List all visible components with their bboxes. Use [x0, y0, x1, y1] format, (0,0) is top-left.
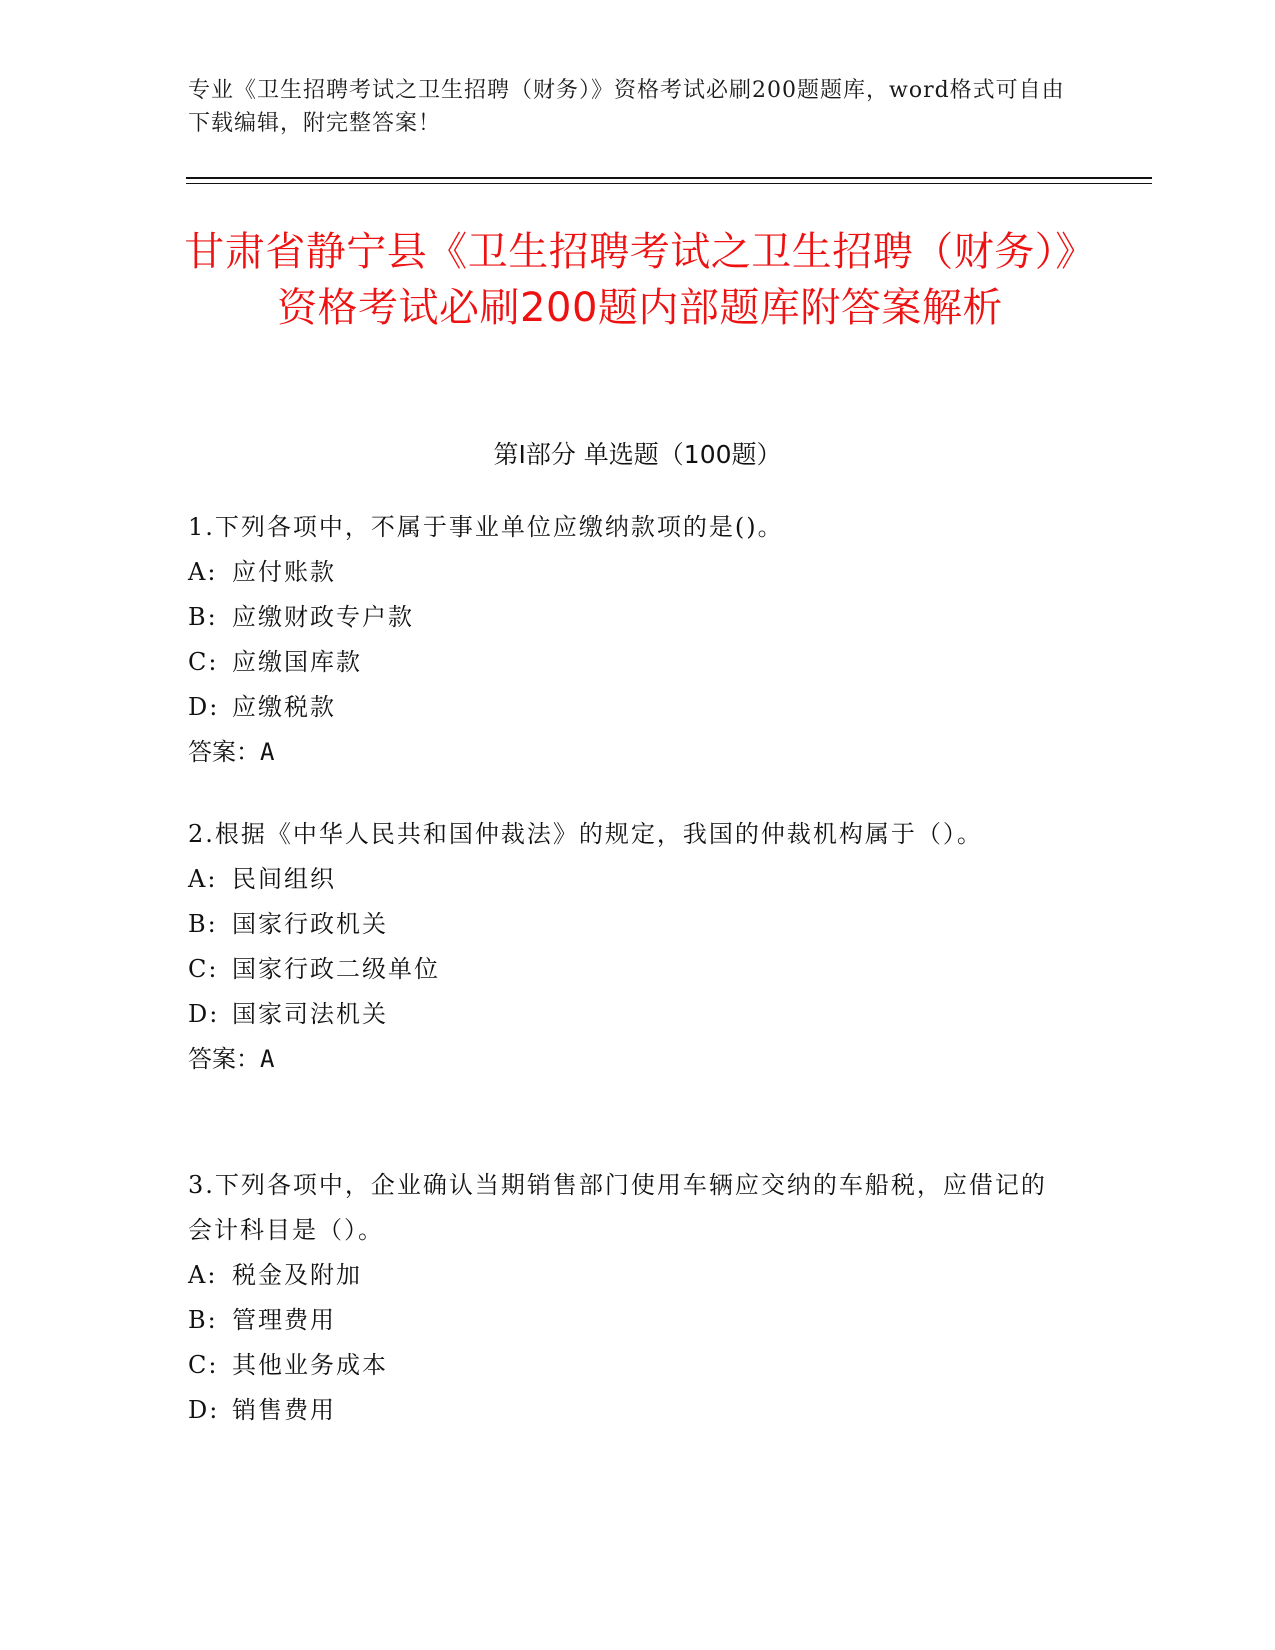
option-text: 应缴税款: [232, 693, 336, 721]
option-a: [188, 1253, 1068, 1298]
option-text: 管理费用: [232, 1306, 336, 1334]
option-text: 应缴财政专户款: [232, 603, 414, 631]
document-title: 甘肃省静宁县《卫生招聘考试之卫生招聘（财务）》资格考试必刷200题内部题库附答案解析: [184, 229, 1096, 331]
answer-label: 答案：: [188, 1045, 260, 1073]
option-a: [188, 857, 1068, 902]
option-text: 应付账款: [232, 558, 336, 586]
question-3: [188, 1163, 1068, 1433]
option-letter: C:: [188, 955, 219, 983]
option-letter: D:: [188, 1396, 220, 1424]
option-text: 国家行政机关: [232, 910, 388, 938]
answer-label: 答案：: [188, 738, 260, 766]
option-b: [188, 1298, 1068, 1343]
option-text: 国家行政二级单位: [232, 955, 440, 983]
option-a: [188, 550, 1068, 595]
option-letter: A:: [188, 865, 218, 893]
option-c: [188, 1343, 1068, 1388]
option-letter: B:: [188, 603, 218, 631]
answer-line: [188, 1037, 1068, 1082]
option-letter: B:: [188, 910, 218, 938]
header-rule-thick: [186, 177, 1152, 179]
option-text: 国家司法机关: [232, 1000, 388, 1028]
option-letter: C:: [188, 1351, 219, 1379]
question-stem: 1.下列各项中，不属于事业单位应缴纳款项的是()。: [188, 513, 784, 541]
option-c: [188, 640, 1068, 685]
question-1: [188, 505, 1068, 775]
answer-value: A: [260, 738, 275, 766]
answer-line: [188, 730, 1068, 775]
option-letter: B:: [188, 1306, 218, 1334]
option-text: 税金及附加: [232, 1261, 362, 1289]
option-letter: C:: [188, 648, 219, 676]
option-letter: A:: [188, 558, 218, 586]
option-d: [188, 1388, 1068, 1433]
question-stem: 2.根据《中华人民共和国仲裁法》的规定，我国的仲裁机构属于（）。: [188, 820, 983, 848]
header-rule-thin: [186, 183, 1152, 184]
option-letter: D:: [188, 693, 220, 721]
question-2: [188, 812, 1068, 1082]
option-text: 其他业务成本: [232, 1351, 388, 1379]
option-letter: D:: [188, 1000, 220, 1028]
option-b: [188, 902, 1068, 947]
option-c: [188, 947, 1068, 992]
header-note: 专业《卫生招聘考试之卫生招聘（财务）》资格考试必刷200题题库，word格式可自由下载编辑，附完整答案！: [188, 78, 1065, 136]
answer-value: A: [260, 1045, 275, 1073]
option-text: 民间组织: [232, 865, 336, 893]
option-text: 销售费用: [232, 1396, 336, 1424]
option-text: 应缴国库款: [232, 648, 362, 676]
option-letter: A:: [188, 1261, 218, 1289]
option-d: [188, 992, 1068, 1037]
section-title: 第Ⅰ部分 单选题（100题）: [493, 440, 782, 469]
question-stem: 3.下列各项中，企业确认当期销售部门使用车辆应交纳的车船税，应借记的会计科目是（）。: [188, 1171, 1047, 1244]
option-b: [188, 595, 1068, 640]
option-d: [188, 685, 1068, 730]
